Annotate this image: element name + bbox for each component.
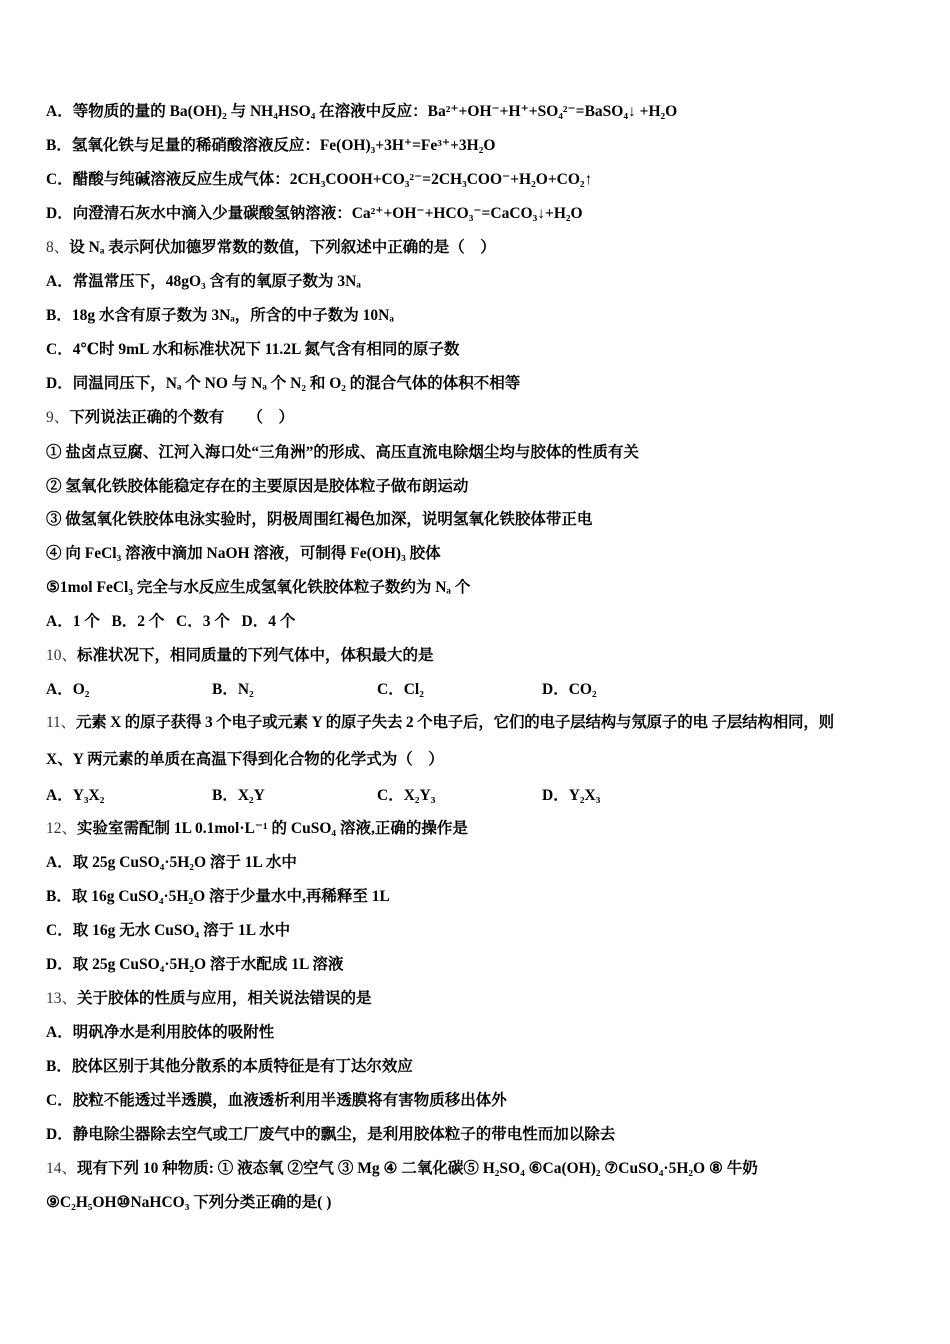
q10-option-d: D．CO₂ <box>542 681 597 698</box>
q9-option-a: A．1 个 <box>46 613 100 630</box>
q9-item-2: ② 氢氧化铁胶体能稳定存在的主要原因是胶体粒子做布朗运动 <box>46 478 469 495</box>
q8-option-d: D．同温同压下，Nₐ 个 NO 与 Nₐ 个 N₂ 和 O₂ 的混合气体的体积不相等 <box>46 375 521 392</box>
q12-option-a: A．取 25g CuSO₄·5H₂O 溶于 1L 水中 <box>46 854 297 871</box>
question-number: 9、 <box>46 409 70 426</box>
q9-stem <box>46 408 294 428</box>
q11-option-c: C．X₂Y₃ <box>377 787 436 804</box>
q9-item-1: ① 盐卤点豆腐、江河入海口处“三角洲”的形成、高压直流电除烟尘均与胶体的性质有关 <box>46 444 639 461</box>
q9-item-3: ③ 做氢氧化铁胶体电泳实验时，阴极周围红褐色加深，说明氢氧化铁胶体带正电 <box>46 511 593 528</box>
q9-item-4: ④ 向 FeCl₃ 溶液中滴加 NaOH 溶液，可制得 Fe(OH)₃ 胶体 <box>46 545 441 562</box>
q11-option-b: B．X₂Y <box>212 787 265 804</box>
q13-option-a: A．明矾净水是利用胶体的吸附性 <box>46 1024 275 1041</box>
question-number: 14、 <box>46 1160 78 1177</box>
question-number: 13、 <box>46 990 78 1007</box>
q10-option-b: B．N₂ <box>212 681 254 698</box>
question-text: 实验室需配制 1L 0.1mol·L⁻¹ 的 CuSO₄ 溶液,正确的操作是 <box>77 820 468 837</box>
question-text: 下列说法正确的个数有 （ ） <box>69 409 295 426</box>
q14-stem <box>46 1159 758 1179</box>
q8-option-b: B．18g 水含有原子数为 3Nₐ，所含的中子数为 10Nₐ <box>46 307 394 324</box>
q8-option-c: C．4℃时 9mL 水和标准状况下 11.2L 氮气含有相同的原子数 <box>46 341 460 358</box>
q7-option-b: B．氢氧化铁与足量的稀硝酸溶液反应：Fe(OH)₃+3H⁺=Fe³⁺+3H₂O <box>46 137 496 154</box>
question-text: 元素 X 的原子获得 3 个电子或元素 Y 的原子失去 2 个电子后，它们的电子层结构与氖原子的电 子层结构相同，则 <box>75 714 834 731</box>
q12-option-d: D．取 25g CuSO₄·5H₂O 溶于水配成 1L 溶液 <box>46 956 344 973</box>
question-number: 8、 <box>46 239 70 256</box>
q11-option-a: A．Y₃X₂ <box>46 787 105 804</box>
q10-stem <box>46 646 434 666</box>
question-number: 11、 <box>46 714 76 731</box>
q7-option-d: D．向澄清石灰水中滴入少量碳酸氢钠溶液：Ca²⁺+OH⁻+HCO₃⁻=CaCO₃↓+H₂O <box>46 205 583 222</box>
q7-option-a: A．等物质的量的 Ba(OH)₂ 与 NH₄HSO₄ 在溶液中反应：Ba²⁺+OH⁻+H⁺+SO₄²⁻=BaSO₄↓ +H₂O <box>46 103 678 120</box>
q12-option-c: C．取 16g 无水 CuSO₄ 溶于 1L 水中 <box>46 922 291 939</box>
q9-option-c: C．3 个 <box>176 613 230 630</box>
q8-stem <box>46 238 496 258</box>
q8-option-a: A．常温常压下，48gO₃ 含有的氧原子数为 3Nₐ <box>46 273 361 290</box>
q9-option-b: B．2 个 <box>111 613 165 630</box>
question-number: 12、 <box>46 820 78 837</box>
q7-option-c: C．醋酸与纯碱溶液反应生成气体：2CH₃COOH+CO₃²⁻=2CH₃COO⁻+H₂O+CO₂↑ <box>46 171 593 188</box>
q9-item-5: ⑤1mol FeCl₃ 完全与水反应生成氢氧化铁胶体粒子数约为 Nₐ 个 <box>46 579 471 596</box>
q14-stem-cont: ⑨C₂H₅OH⑩NaHCO₃ 下列分类正确的是( ) <box>46 1194 332 1211</box>
q10-option-a: A．O₂ <box>46 681 90 698</box>
q11-stem <box>46 713 834 733</box>
q9-option-d: D．4 个 <box>241 613 296 630</box>
question-text: 关于胶体的性质与应用，相关说法错误的是 <box>77 990 372 1007</box>
q13-stem <box>46 989 372 1009</box>
q13-option-d: D．静电除尘器除去空气或工厂废气中的飘尘，是利用胶体粒子的带电性而加以除去 <box>46 1126 616 1143</box>
question-text: 标准状况下，相同质量的下列气体中，体积最大的是 <box>77 647 434 664</box>
q9-options <box>46 612 295 632</box>
q13-option-b: B．胶体区别于其他分散系的本质特征是有丁达尔效应 <box>46 1058 413 1075</box>
q10-option-c: C．Cl₂ <box>377 681 424 698</box>
q11-stem-cont: X、Y 两元素的单质在高温下得到化合物的化学式为（ ） <box>46 751 444 768</box>
q13-option-c: C．胶粒不能透过半透膜，血液透析利用半透膜将有害物质移出体外 <box>46 1092 507 1109</box>
q11-option-d: D．Y₂X₃ <box>542 787 601 804</box>
question-text: 设 Nₐ 表示阿伏加德罗常数的数值，下列叙述中正确的是（ ） <box>69 239 496 256</box>
question-number: 10、 <box>46 647 78 664</box>
question-text: 现有下列 10 种物质: ① 液态氧 ②空气 ③ Mg ④ 二氧化碳⑤ H₂SO₄ ⑥Ca(OH)₂ ⑦CuSO₄·5H₂O ⑧ 牛奶 <box>77 1160 758 1177</box>
q12-option-b: B．取 16g CuSO₄·5H₂O 溶于少量水中,再稀释至 1L <box>46 888 390 905</box>
q12-stem <box>46 819 468 839</box>
